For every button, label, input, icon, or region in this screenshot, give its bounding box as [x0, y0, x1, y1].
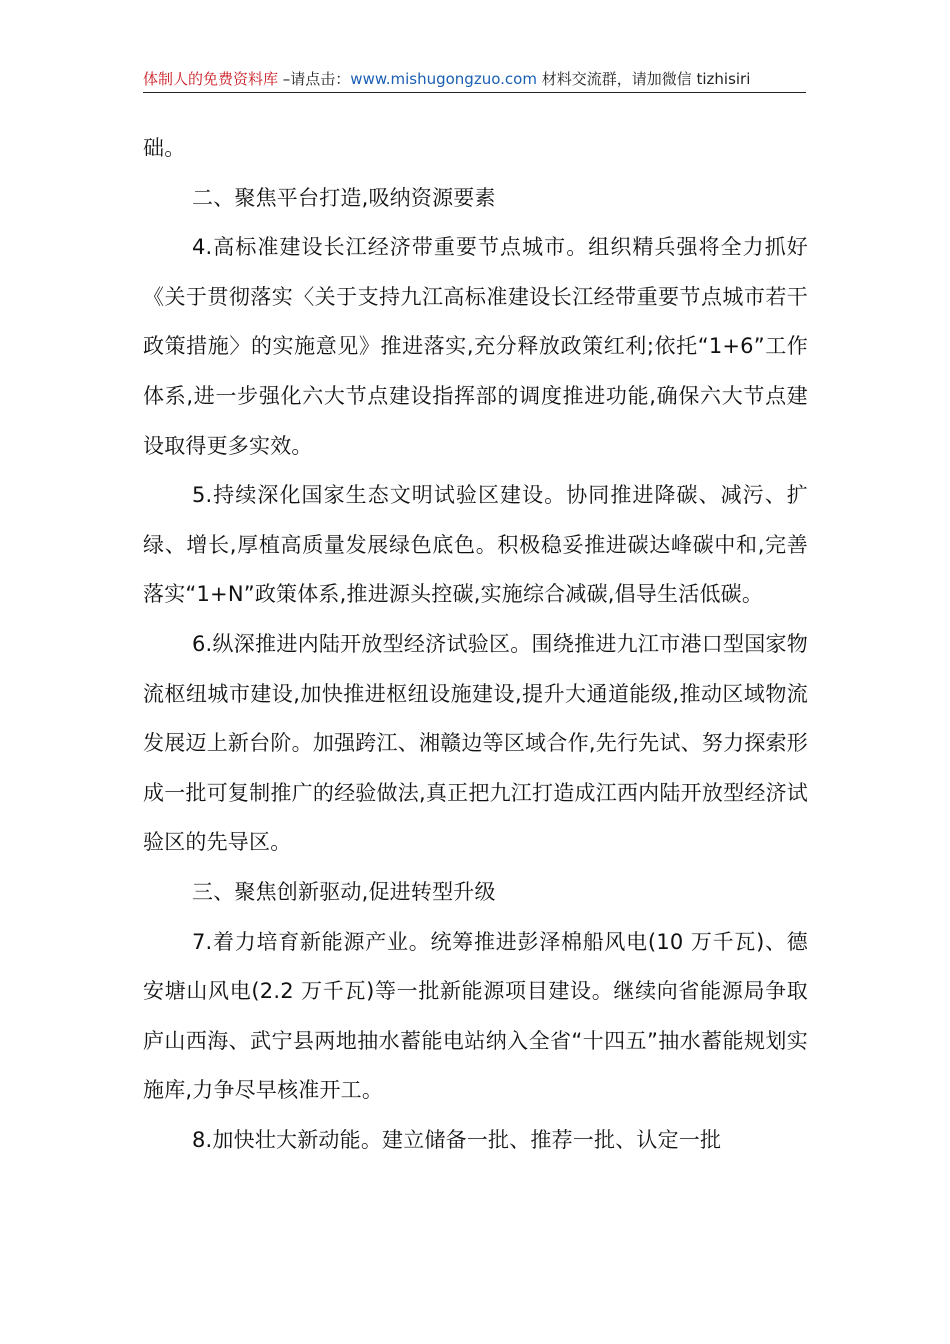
- paragraph-item-6: 6.纵深推进内陆开放型经济试验区。围绕推进九江市港口型国家物流枢纽城市建设,加快推进枢纽设施建设,提升大通道能级,推动区域物流发展迈上新台阶。加强跨江、湘赣边等区域合作,先行先试、努力探索形成一批可复制推广的经验做法,真正把九江打造成江西内陆开放型经济试验区的先导区。: [143, 631, 808, 855]
- paragraph-item-8: 8.加快壮大新动能。建立储备一批、推荐一批、认定一批: [192, 1127, 722, 1152]
- header-note: 材料交流群，请加微信 tizhisiri: [536, 70, 751, 88]
- paragraph-item-5: 5.持续深化国家生态文明试验区建设。协同推进降碳、减污、扩绿、增长,厚植高质量发展绿色底色。积极稳妥推进碳达峰碳中和,完善落实“1+N”政策体系,推进源头控碳,实施综合减碳,倡导生活低碳。: [143, 483, 808, 607]
- header-brand: 体制人的免费资料库: [143, 70, 279, 88]
- section-heading-2: 二、聚焦平台打造,吸纳资源要素: [192, 185, 496, 210]
- header-separator: –请点击：: [278, 70, 351, 88]
- header-link[interactable]: www.mishugongzuo.com: [350, 70, 537, 88]
- paragraph-continuation: 础。: [143, 136, 186, 160]
- paragraph-item-4: 4.高标准建设长江经济带重要节点城市。组织精兵强将全力抓好《关于贯彻落实〈关于支持九江高标准建设长江经带重要节点城市若干政策措施〉的实施意见》推进落实,充分释放政策红利;依托“1+6”工作体系,进一步强化六大节点建设指挥部的调度推进功能,确保六大节点建设取得更多实效。: [143, 235, 808, 458]
- section-heading-3: 三、聚焦创新驱动,促进转型升级: [192, 879, 496, 904]
- paragraph-item-7: 7.着力培育新能源产业。统筹推进彭泽棉船风电(10 万千瓦)、德安塘山风电(2.2 万千瓦)等一批新能源项目建设。继续向省能源局争取庐山西海、武宁县两地抽水蓄能电站纳入全省“十四五”抽水蓄能规划实施库,力争尽早核准开工。: [143, 929, 808, 1103]
- document-body: [143, 124, 808, 1165]
- page-header: [143, 66, 806, 93]
